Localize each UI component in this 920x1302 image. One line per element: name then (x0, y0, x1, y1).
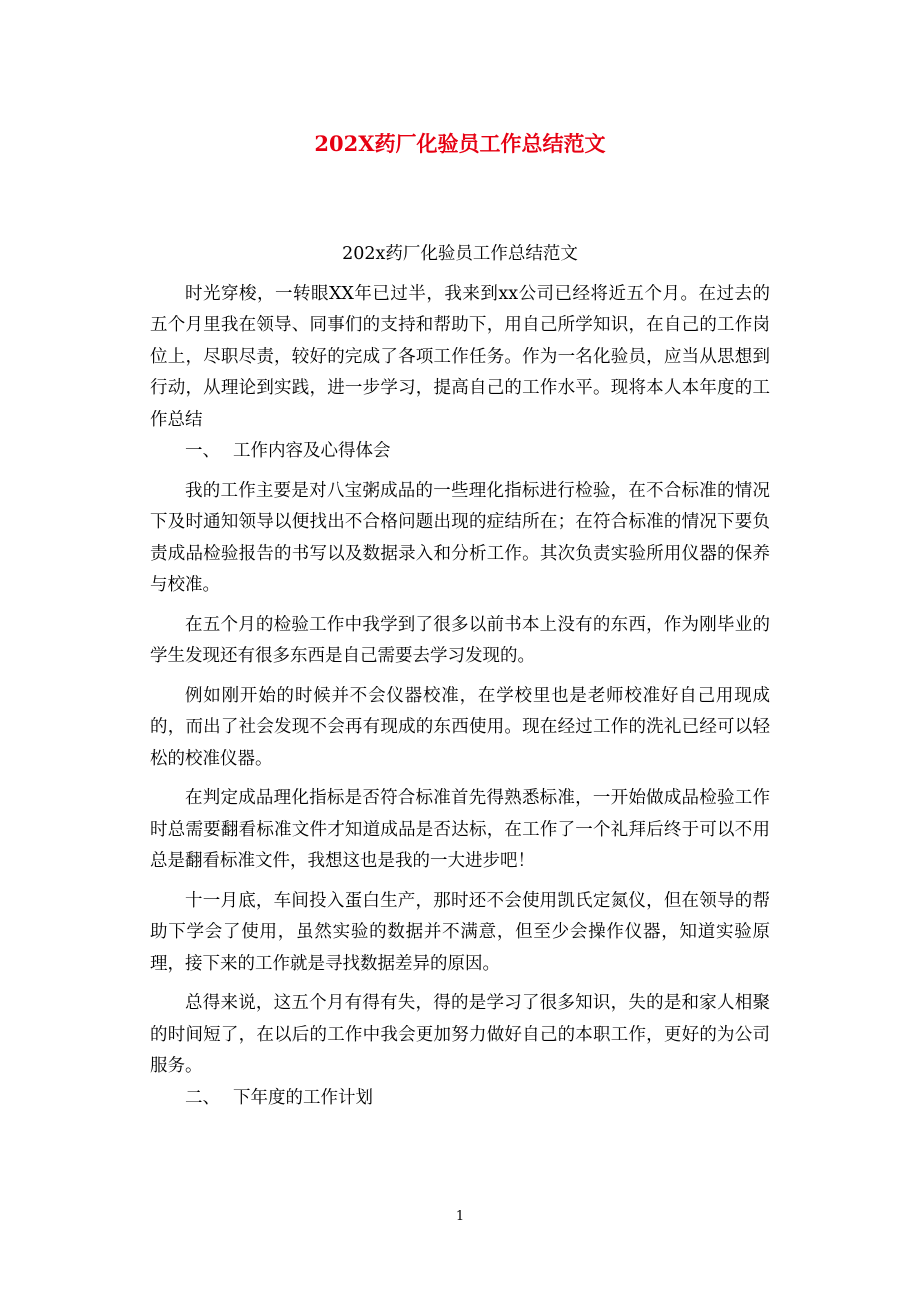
paragraph-intro: 时光穿梭，一转眼XX年已过半，我来到xx公司已经将近五个月。在过去的五个月里我在领导、同事们的支持和帮助下，用自己所学知识，在自己的工作岗位上，尽职尽责，较好的完成了各项工作任务。作为一名化验员，应当从思想到行动，从理论到实践，进一步学习，提高自己的工作水平。现将本人本年度的工作总结 (150, 283, 770, 430)
paragraph-protein: 十一月底，车间投入蛋白生产，那时还不会使用凯氏定氮仪，但在领导的帮助下学会了使用，虽然实验的数据并不满意，但至少会操作仪器，知道实验原理，接下来的工作就是寻找数据差异的原因。 (150, 890, 770, 974)
paragraph-learning: 在五个月的检验工作中我学到了很多以前书本上没有的东西，作为刚毕业的学生发现还有很多东西是自己需要去学习发现的。 (150, 614, 770, 666)
document-subtitle: 202x药厂化验员工作总结范文 (342, 244, 578, 264)
section-heading-1 (150, 436, 770, 468)
paragraph-standards: 在判定成品理化指标是否符合标准首先得熟悉标准，一开始做成品检验工作时总需要翻看标准文件才知道成品是否达标，在工作了一个礼拜后终于可以不用总是翻看标准文件，我想这也是我的一大进步吧！ (150, 788, 770, 871)
paragraph-calibration: 例如刚开始的时候并不会仪器校准，在学校里也是老师校准好自己用现成的，而出了社会发现不会再有现成的东西使用。现在经过工作的洗礼已经可以轻松的校准仪器。 (150, 685, 770, 769)
paragraph-summary: 总得来说，这五个月有得有失，得的是学习了很多知识，失的是和家人相聚的时间短了，在以后的工作中我会更加努力做好自己的本职工作，更好的为公司服务。 (150, 993, 770, 1076)
document-title: 202X药厂化验员工作总结范文 (314, 131, 606, 156)
section-label: 工作内容及心得体会 (233, 441, 391, 461)
page-number: 1 (455, 1209, 465, 1224)
section-label: 下年度的工作计划 (233, 1087, 373, 1108)
section-heading-2 (150, 1083, 770, 1115)
section-number: 二、 (185, 1087, 220, 1108)
section-number: 一、 (185, 441, 220, 461)
document-body (150, 239, 770, 1114)
paragraph-duties: 我的工作主要是对八宝粥成品的一些理化指标进行检验，在不合标准的情况下及时通知领导以便找出不合格问题出现的症结所在；在符合标准的情况下要负责成品检验报告的书写以及数据录入和分析工作。其次负责实验所用仪器的保养与校准。 (150, 480, 770, 595)
